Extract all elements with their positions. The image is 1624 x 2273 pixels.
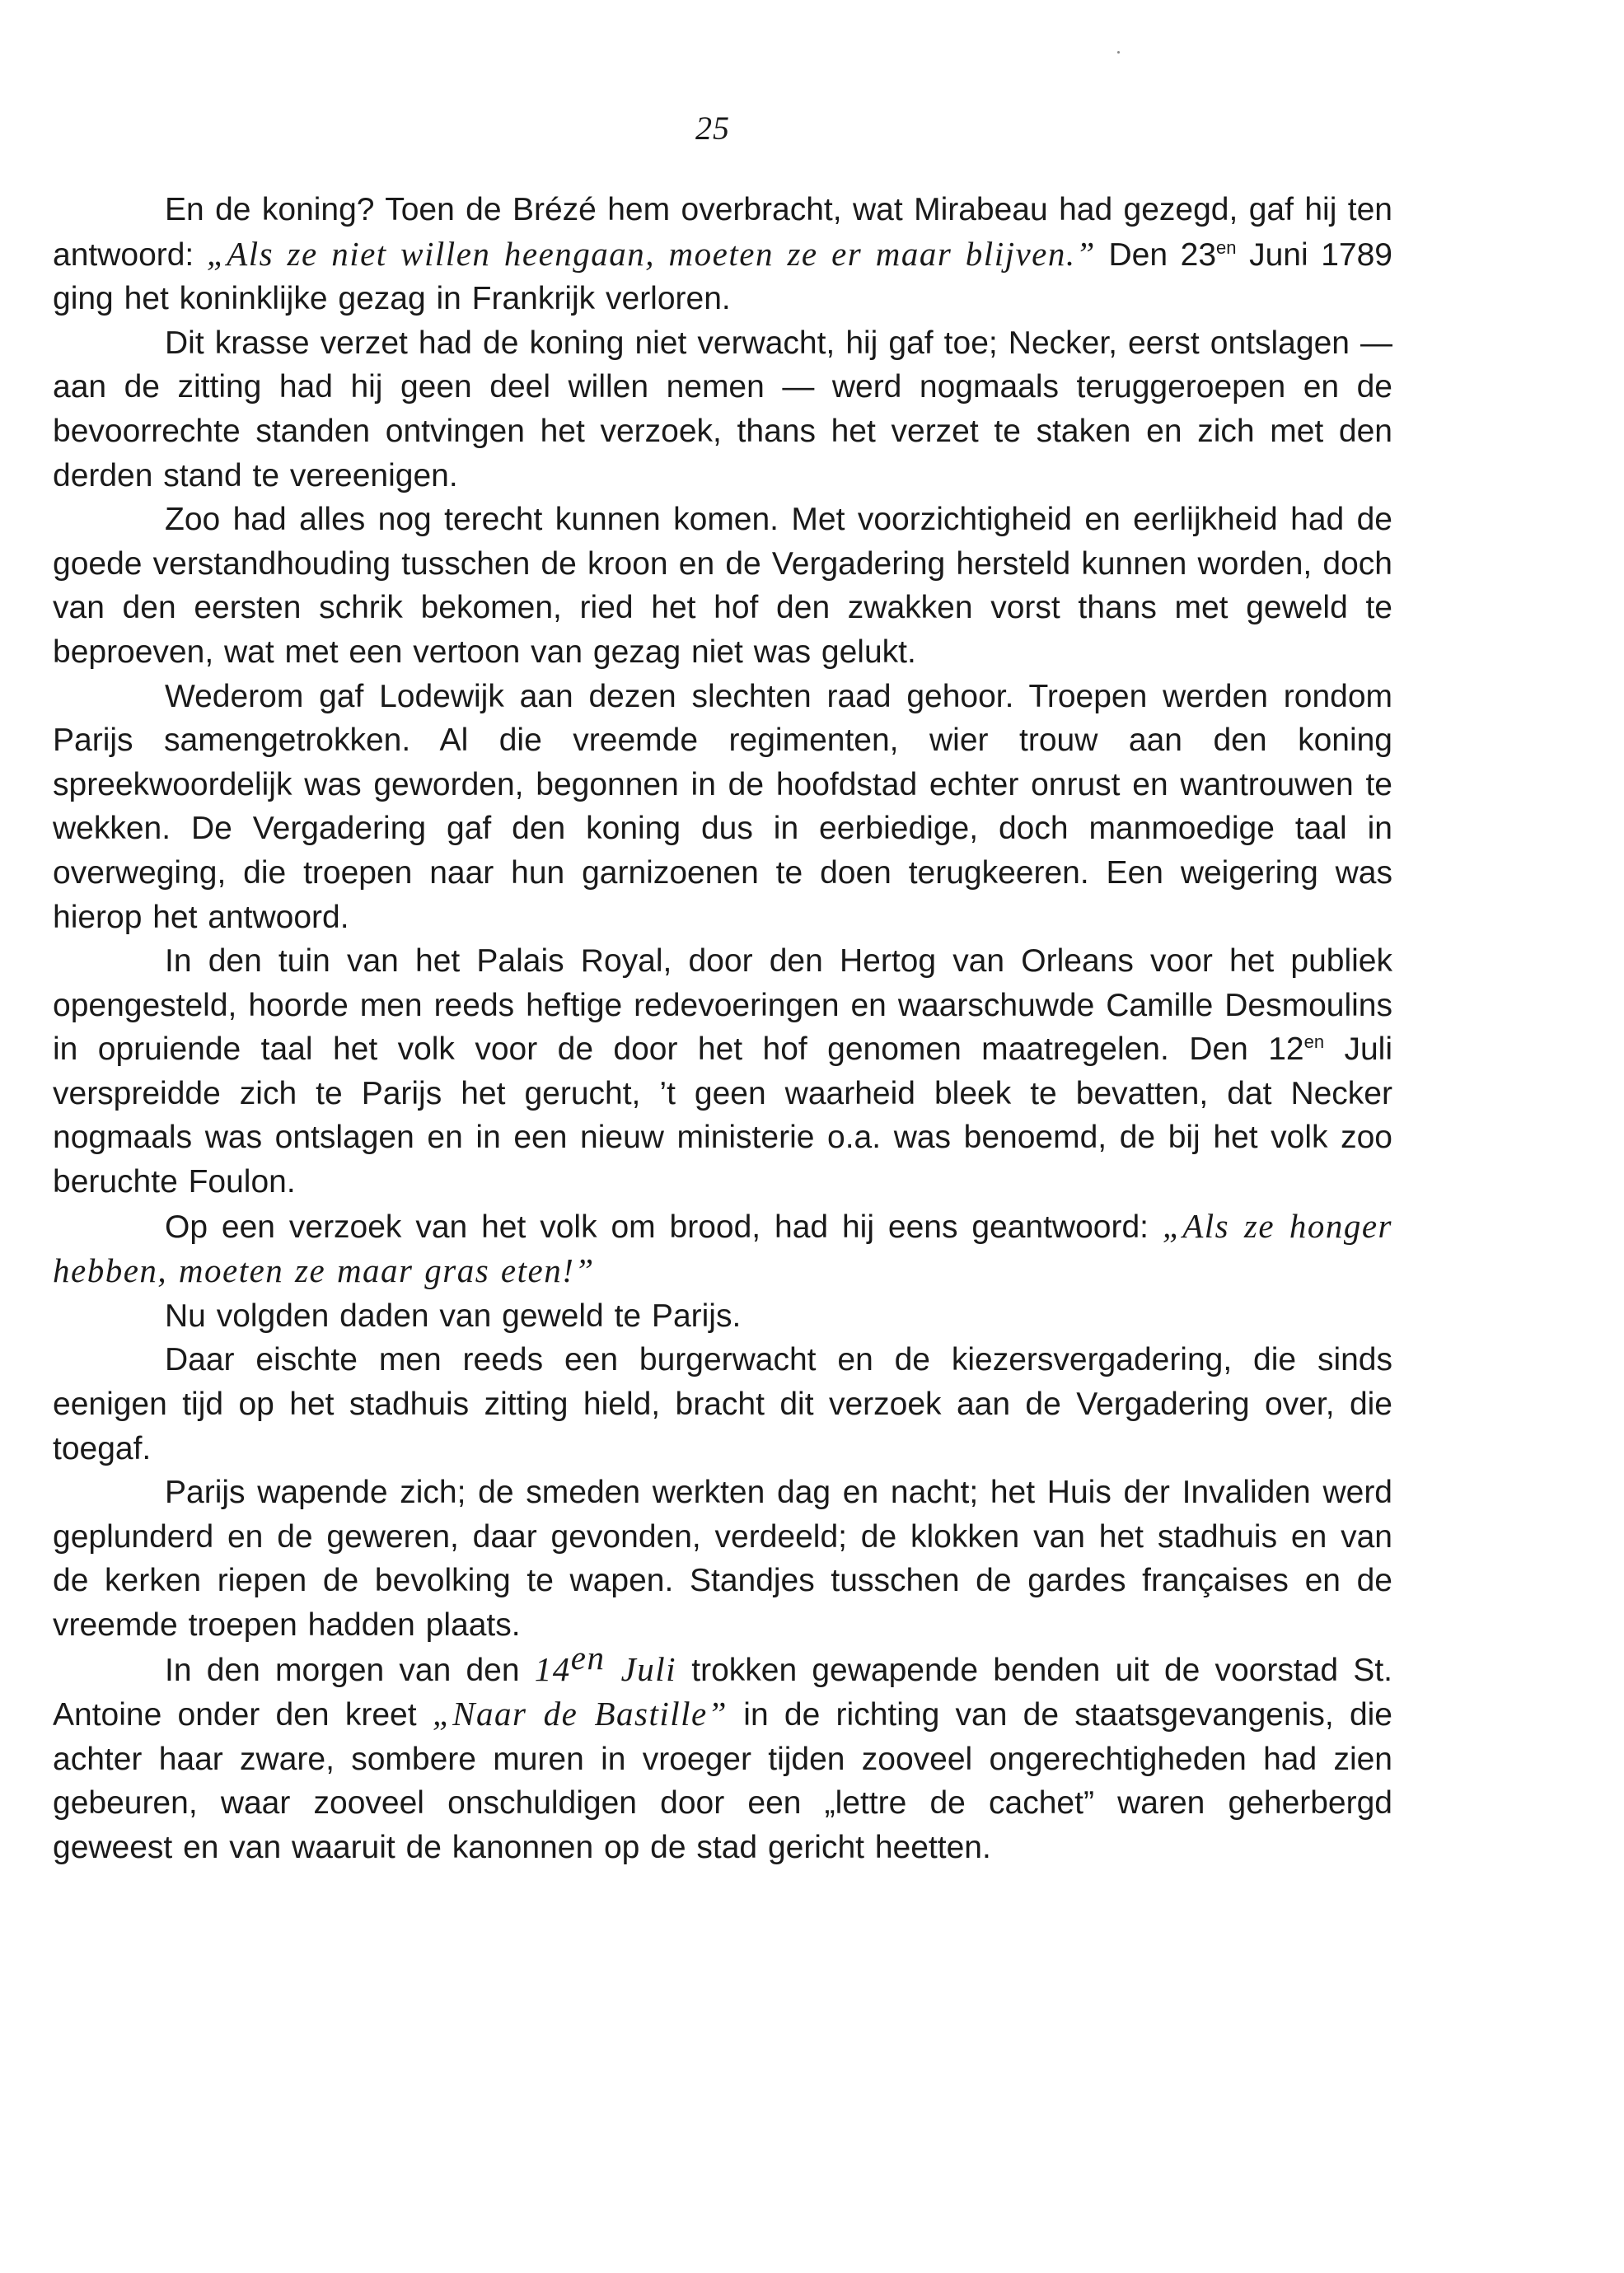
p1-text-c: Juni 1789 ging het koninklijke gezag in Frankrijk verloren. xyxy=(53,236,1392,317)
p10-text-a: In den morgen van den xyxy=(165,1652,535,1688)
paragraph-10 xyxy=(53,1638,1392,1870)
body-text xyxy=(53,188,1392,1870)
p10-text-b: trokken gewapende benden uit de voorstad St. Antoine onder den kreet xyxy=(53,1652,1392,1733)
paragraph-7: Nu volgden daden van geweld te Parijs. xyxy=(165,1298,742,1334)
paragraph-6 xyxy=(53,1204,1392,1294)
paragraph-4: Wederom gaf Lodewijk aan dezen slechten raad gehoor. Troepen werden rondom Parijs samengetrokken. Al die vreemde regimenten, wier trouw aan den koning spreekwoordelijk was geworden, begonnen in de hoofdstad echter onrust en wantrouwen te wekken. De Vergadering gaf den koning dus in eerbiedige, doch manmoedige taal in overweging, die troepen naar hun garnizoenen te doen terugkeeren. Een weigering was hierop het antwoord. xyxy=(53,678,1392,935)
paragraph-1 xyxy=(53,188,1392,321)
page-number: 25 xyxy=(695,110,730,147)
p5-sup: en xyxy=(1303,1031,1325,1053)
paragraph-5 xyxy=(53,939,1392,1204)
paragraph-3: Zoo had alles nog terecht kunnen komen. Met voorzichtigheid en eerlijkheid had de goede verstandhouding tusschen de kroon en de Vergadering hersteld kunnen worden, doch van den eersten schrik bekomen, ried het hof den zwakken vorst thans met geweld te beproeven, wat met een vertoon van gezag niet was gelukt. xyxy=(53,502,1392,670)
p5-text-b: Juli verspreidde zich te Parijs het gerucht, ’t geen waarheid bleek te bevatten, dat Necker nogmaals was ontslagen en in een nieuw ministerie o.a. was benoemd, de bij het volk zoo beruchte Foulon. xyxy=(53,1031,1392,1200)
stray-mark xyxy=(1117,51,1120,54)
p10-date-num: 14 xyxy=(534,1649,571,1688)
p10-text-c: in de richting van de staatsgevangenis, die achter haar zware, sombere muren in vroeger tijden zooveel ongerechtigheden had zien gebeuren, waar zooveel onschuldigen door een „lettre de cachet” waren geherbergd geweest en van waaruit de kanonnen op de stad gericht heetten. xyxy=(53,1697,1392,1865)
p10-date-sup: en xyxy=(570,1638,606,1677)
p6-quote: „Als ze honger hebben, moeten ze maar gras eten!” xyxy=(53,1206,1393,1290)
p1-quote: „Als ze niet willen heengaan, moeten ze er maar blijven.” xyxy=(206,234,1096,273)
p1-sup: en xyxy=(1216,236,1237,258)
paragraph-9: Parijs wapende zich; de smeden werkten dag en nacht; het Huis der Invaliden werd geplunderd en de geweren, daar gevonden, verdeeld; de klokken van het stadhuis en van de kerken riepen de bevolking te wapen. Standjes tusschen de gardes françaises en de vreemde troepen hadden plaats. xyxy=(53,1475,1392,1643)
p5-text-a: In den tuin van het Palais Royal, door den Hertog van Orleans voor het publiek opengesteld, hoorde men reeds heftige redevoeringen en waarschuwde Camille Desmoulins in opruiende taal het volk voor de door het hof genomen maatregelen. Den 12 xyxy=(53,943,1392,1068)
p6-text-a: Op een verzoek van het volk om brood, had hij eens geantwoord: xyxy=(165,1209,1163,1245)
p10-quote: „Naar de Bastille” xyxy=(432,1695,728,1733)
paragraph-8: Daar eischte men reeds een burgerwacht en de kiezersvergadering, die sinds eenigen tijd op het stadhuis zitting hield, bracht dit verzoek aan de Vergadering over, die toegaf. xyxy=(53,1342,1392,1466)
p1-text-b: Den 23 xyxy=(1095,236,1217,273)
p1-text-a: En de koning? Toen de Brézé hem overbracht, wat Mirabeau had gezegd, gaf hij ten antwoord: xyxy=(53,192,1392,273)
p10-date-month: Juli xyxy=(605,1649,677,1688)
paragraph-2: Dit krasse verzet had de koning niet verwacht, hij gaf toe; Necker, eerst ontslagen — aan de zitting had hij geen deel willen nemen — werd nogmaals teruggeroepen en de bevoorrechte standen ontvingen het verzoek, thans het verzet te staken en zich met den derden stand te vereenigen. xyxy=(53,325,1392,493)
